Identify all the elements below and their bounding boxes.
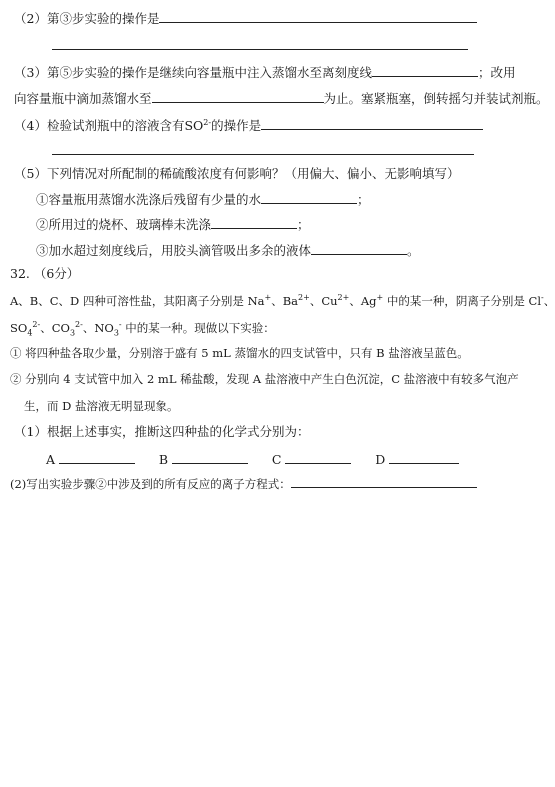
salt-label-c: C xyxy=(271,452,282,467)
question-2 xyxy=(14,10,477,27)
question-4-text: （4）检验试剂瓶中的溶液含有SO xyxy=(14,118,204,133)
question-5-item-1 xyxy=(36,191,370,208)
desc-text: 、 xyxy=(543,294,555,308)
question-32-sub-1: （1）根据上述事实，推断这四种盐的化学式分别为： xyxy=(14,424,310,439)
answer-blank[interactable] xyxy=(152,90,324,103)
desc-text: 、NO xyxy=(82,321,114,335)
ion-charge: - xyxy=(541,293,544,303)
answer-blank-c[interactable] xyxy=(285,451,351,464)
answer-blank[interactable] xyxy=(261,191,357,204)
question-4 xyxy=(14,117,483,134)
question-32-exp-1: ① 将四种盐各取少量，分别溶于盛有 5 mL 蒸馏水的四支试管中，只有 B 盐溶液呈蓝色。 xyxy=(10,346,469,360)
question-5-intro: （5）下列情况对所配制的稀硫酸浓度有何影响？（用偏大、偏小、无影响填写） xyxy=(14,166,460,181)
salt-answers-row xyxy=(46,451,459,468)
answer-blank[interactable] xyxy=(159,10,477,23)
answer-blank-b[interactable] xyxy=(172,451,248,464)
ion-subscript: 3 xyxy=(69,328,76,338)
item-text: ②所用过的烧杯、玻璃棒未洗涤 xyxy=(36,217,212,232)
ion-subscript: 3 xyxy=(113,328,119,338)
ion-charge: 2- xyxy=(203,117,212,127)
answer-rule[interactable] xyxy=(52,49,468,50)
ion-charge: + xyxy=(376,293,384,303)
desc-text: 中的某一种，阴离子分别是 Cl xyxy=(383,294,542,308)
ion-charge: 2+ xyxy=(337,293,350,303)
item-text: ③加水超过刻度线后，用胶头滴管吸出多余的液体 xyxy=(36,243,312,258)
item-end: 。 xyxy=(407,243,420,258)
desc-text: 中的某一种。现做以下实验： xyxy=(121,321,275,335)
item-end: ； xyxy=(357,192,370,207)
question-3-text-end: ；改用 xyxy=(477,65,516,80)
sub-2-text: (2)写出实验步骤②中涉及到的所有反应的离子方程式： xyxy=(10,477,291,491)
desc-text: A、B、C、D 四种可溶性盐，其阳离子分别是 Na xyxy=(10,294,265,308)
salt-label-d: D xyxy=(375,452,386,467)
desc-text: SO xyxy=(10,321,28,335)
question-32-exp-2-line-1: ② 分别向 4 支试管中加入 2 mL 稀盐酸，发现 A 盐溶液中产生白色沉淀，C 盐溶液中有较多气泡产 xyxy=(10,372,519,386)
answer-blank[interactable] xyxy=(261,117,483,130)
answer-blank[interactable] xyxy=(311,242,407,255)
salt-label-b: B xyxy=(158,452,169,467)
ion-charge: 2- xyxy=(75,320,83,330)
answer-blank[interactable] xyxy=(211,216,297,229)
question-32-sub-2 xyxy=(10,475,477,492)
ion-charge: 2+ xyxy=(298,293,310,303)
question-5-item-3 xyxy=(36,242,420,259)
question-32-desc-1 xyxy=(10,293,555,309)
desc-text: 、Ba xyxy=(271,294,299,308)
question-2-text: （2）第③步实验的操作是 xyxy=(14,11,160,26)
question-3-text-end: 为止。塞紧瓶塞，倒转摇匀并装试剂瓶。 xyxy=(323,91,549,106)
question-32-header: 32. （6分） xyxy=(10,266,80,281)
answer-blank-a[interactable] xyxy=(59,451,135,464)
ion-charge: + xyxy=(264,293,272,303)
desc-text: 、CO xyxy=(40,321,70,335)
question-3-text: （3）第⑤步实验的操作是继续向容量瓶中注入蒸馏水至离刻度线 xyxy=(14,65,372,80)
item-text: ①容量瓶用蒸馏水洗涤后残留有少量的水 xyxy=(36,192,262,207)
answer-blank[interactable] xyxy=(372,64,478,77)
question-4-text-end: 的操作是 xyxy=(211,118,262,133)
question-5-item-2 xyxy=(36,216,310,233)
question-3-line-2 xyxy=(14,90,549,107)
desc-text: 、Ag xyxy=(349,294,377,308)
answer-blank[interactable] xyxy=(291,475,477,488)
ion-subscript: 4 xyxy=(27,328,33,338)
salt-label-a: A xyxy=(46,452,56,467)
answer-blank-d[interactable] xyxy=(389,451,459,464)
question-3-line-1 xyxy=(14,64,515,81)
ion-charge: - xyxy=(118,320,122,330)
question-32-exp-2-line-2: 生，而 D 盐溶液无明显现象。 xyxy=(24,399,179,413)
question-32-desc-2 xyxy=(10,320,275,336)
ion-charge: 2- xyxy=(32,320,41,330)
item-end: ； xyxy=(297,217,310,232)
question-3-text: 向容量瓶中滴加蒸馏水至 xyxy=(14,91,152,106)
answer-rule[interactable] xyxy=(52,154,474,155)
desc-text: 、Cu xyxy=(309,294,338,308)
